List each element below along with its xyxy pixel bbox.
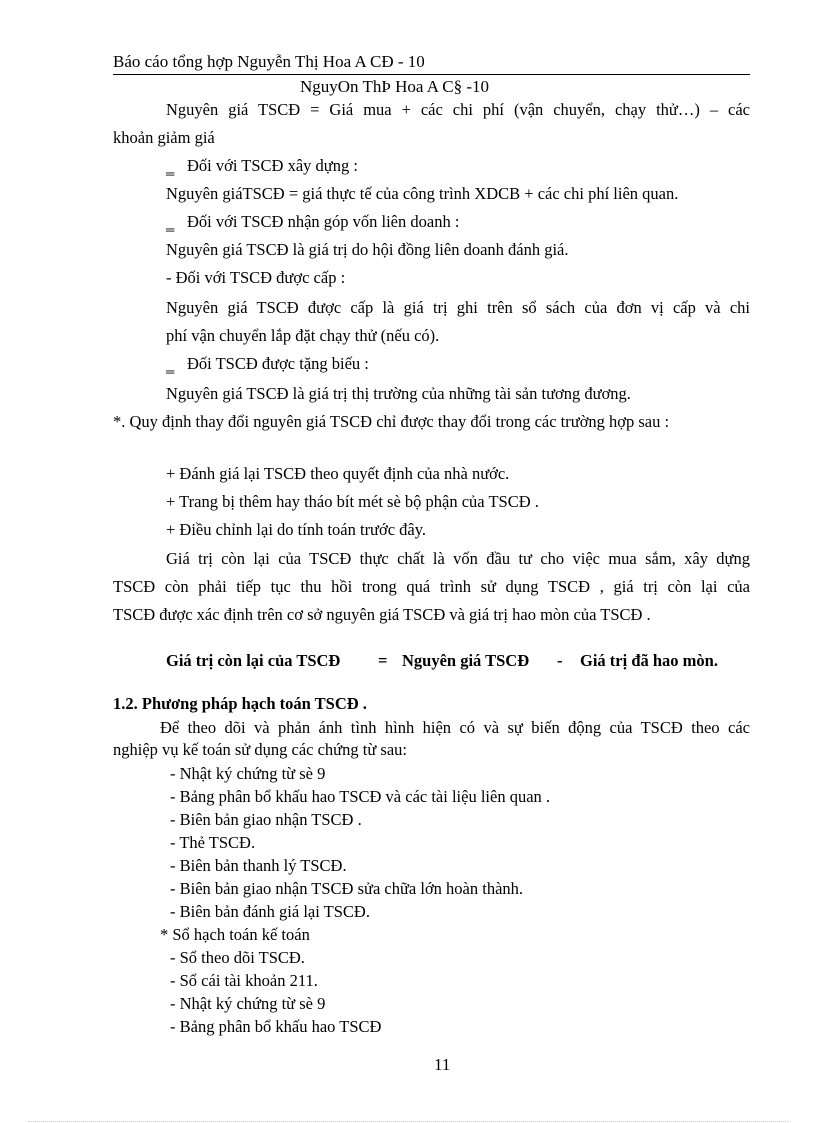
paragraph-line: Để theo dõi và phản ánh tình hình hiện có và sự biến động của TSCĐ theo các	[160, 718, 750, 737]
list-heading: Đối TSCĐ được tặng biếu :	[187, 354, 369, 373]
dash-marker: ‗	[166, 354, 175, 373]
dash-marker: ‗	[166, 212, 175, 231]
list-heading: Đối với TSCĐ nhận góp vốn liên doanh :	[187, 212, 460, 231]
list-item: - Sổ theo dõi TSCĐ.	[170, 948, 305, 967]
paragraph-line: Nguyên giá TSCĐ được cấp là giá trị ghi trên sổ sách của đơn vị cấp và chi	[166, 298, 750, 317]
bottom-dotted-border	[28, 1121, 788, 1122]
list-item: - Sổ cái tài khoản 211.	[170, 971, 318, 990]
paragraph-line: khoản giảm giá	[113, 128, 215, 147]
paragraph-line: TSCĐ còn phải tiếp tục thu hồi trong quá trình sử dụng TSCĐ , giá trị còn lại của	[113, 577, 750, 596]
list-item: - Biên bản đánh giá lại TSCĐ.	[170, 902, 370, 921]
paragraph-line: Nguyên giá TSCĐ = Giá mua + các chi phí (vận chuyển, chạy thử…) – các	[166, 100, 750, 119]
formula-middle: Nguyên giá TSCĐ	[402, 651, 530, 670]
list-item: - Bảng phân bổ khấu hao TSCĐ và các tài liệu liên quan .	[170, 787, 551, 806]
list-heading: Đối với TSCĐ xây dựng :	[187, 156, 358, 175]
header-rule	[113, 74, 750, 75]
list-item: - Biên bản thanh lý TSCĐ.	[170, 856, 347, 875]
paragraph-line: Nguyên giá TSCĐ là giá trị thị trường của những tài sản tương đương.	[166, 384, 631, 403]
list-item: - Biên bản giao nhận TSCĐ .	[170, 810, 362, 829]
formula-left: Giá trị còn lại của TSCĐ	[166, 651, 341, 670]
formula-equals: =	[378, 651, 388, 670]
paragraph-line: Giá trị còn lại của TSCĐ thực chất là vốn đầu tư cho việc mua sắm, xây dựng	[166, 549, 750, 568]
rule-item: + Điều chỉnh lại do tính toán trước đây.	[166, 520, 427, 539]
formula-right: Giá trị đã hao mòn.	[580, 651, 718, 670]
paragraph-line: Nguyên giáTSCĐ = giá thực tế của công trình XDCB + các chi phí liên quan.	[166, 184, 679, 203]
paragraph-line: TSCĐ được xác định trên cơ sở nguyên giá TSCĐ và giá trị hao mòn của TSCĐ .	[113, 605, 651, 624]
paragraph-line: phí vận chuyển lắp đặt chạy thử (nếu có).	[166, 326, 440, 345]
section-title: 1.2. Phương pháp hạch toán TSCĐ .	[113, 694, 367, 713]
rule-item: + Đánh giá lại TSCĐ theo quyết định của nhà nước.	[166, 464, 510, 483]
list-item: - Biên bản giao nhận TSCĐ sửa chữa lớn hoàn thành.	[170, 879, 524, 898]
list-item: - Bảng phân bổ khấu hao TSCĐ	[170, 1017, 382, 1036]
running-header-title: Báo cáo tổng hợp Nguyễn Thị Hoa A CĐ - 10	[113, 52, 425, 71]
list-heading: - Đối với TSCĐ được cấp :	[166, 268, 346, 287]
list-heading: * Sổ hạch toán kế toán	[160, 925, 310, 944]
list-item: - Thẻ TSCĐ.	[170, 833, 256, 852]
dash-marker: ‗	[166, 156, 175, 175]
list-item: - Nhật ký chứng từ sè 9	[170, 994, 326, 1013]
running-header-subtitle: NguyOn ThÞ Hoa A C§ -10	[300, 77, 490, 96]
page-number: 11	[434, 1055, 451, 1074]
paragraph-line: nghiệp vụ kế toán sử dụng các chứng từ sau:	[113, 740, 407, 759]
rule-item: + Trang bị thêm hay tháo bít mét sè bộ phận của TSCĐ .	[166, 492, 539, 511]
rule-intro: *. Quy định thay đổi nguyên giá TSCĐ chỉ được thay đổi trong các trường hợp sau :	[113, 412, 670, 431]
paragraph-line: Nguyên giá TSCĐ là giá trị do hội đồng liên doanh đánh giá.	[166, 240, 569, 259]
formula-minus: -	[557, 651, 563, 670]
list-item: - Nhật ký chứng từ sè 9	[170, 764, 326, 783]
